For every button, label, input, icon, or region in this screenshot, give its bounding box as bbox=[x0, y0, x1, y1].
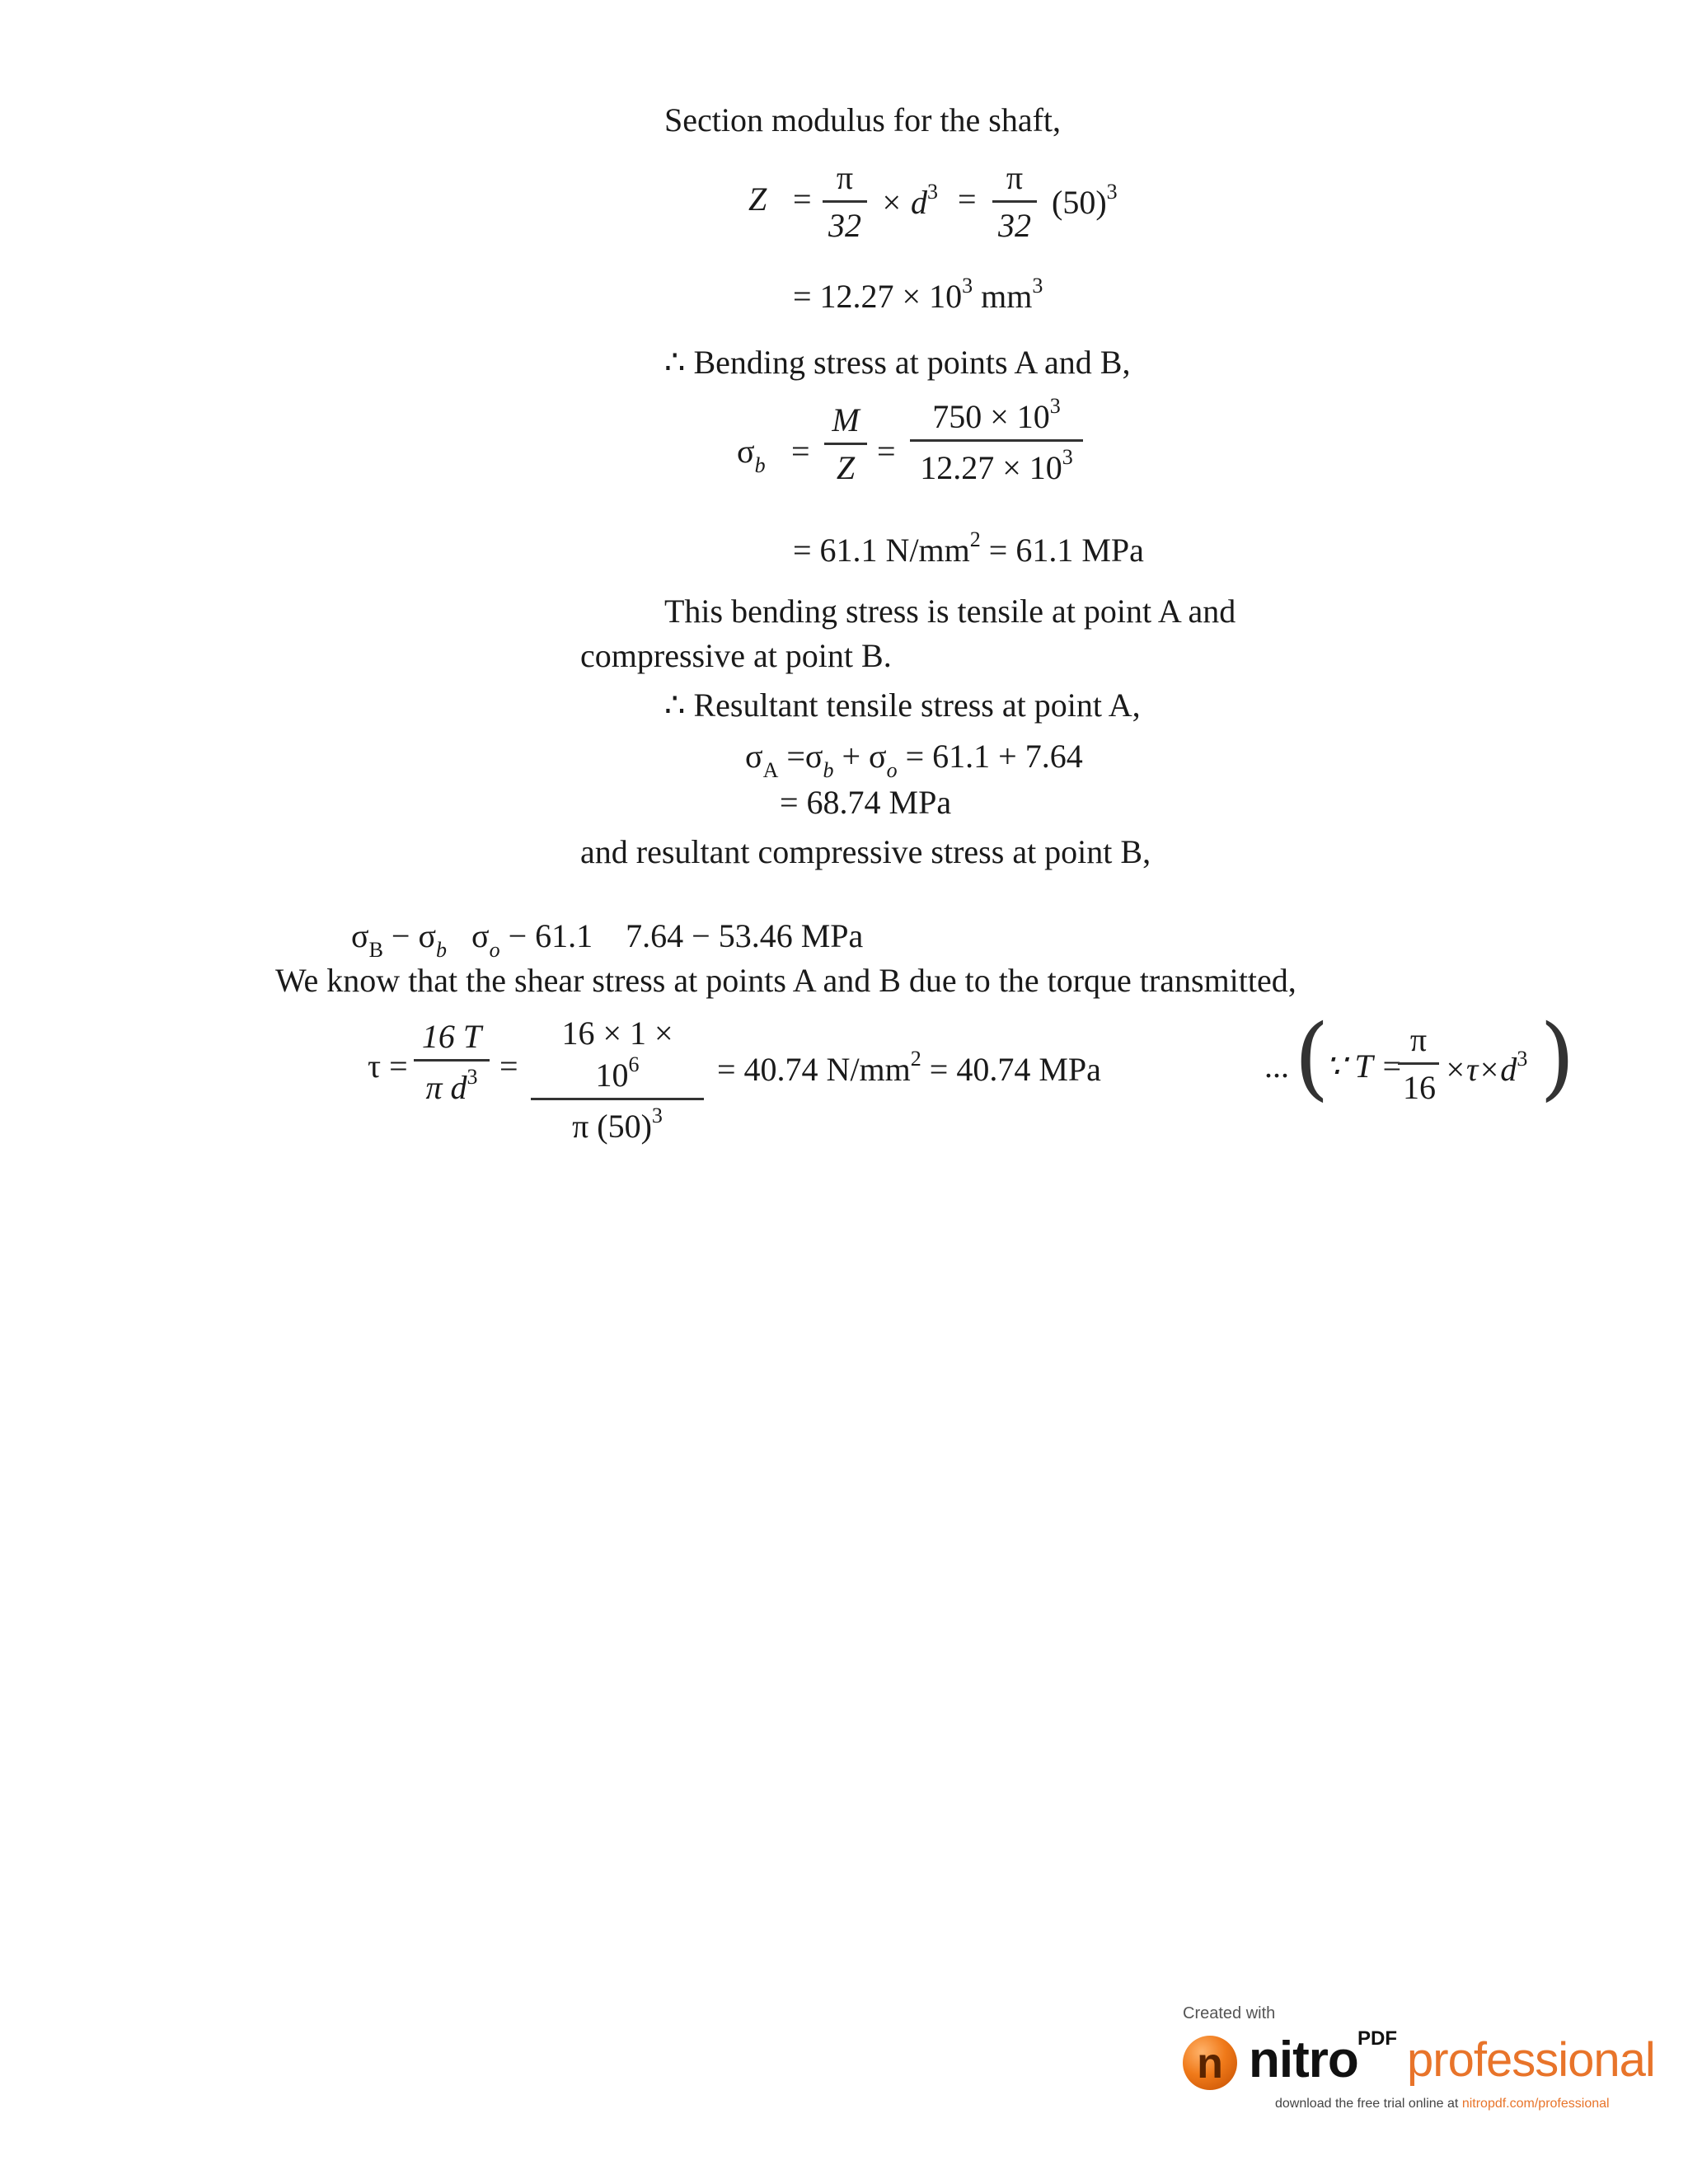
section-modulus-text: Section modulus for the shaft, bbox=[664, 101, 1062, 138]
right-paren-icon: ) bbox=[1540, 1005, 1575, 1110]
resultant-tensile-text: ∴ Resultant tensile stress at point A, bbox=[664, 687, 1141, 724]
document-page: Section modulus for the shaft, Z = $\frac{\pi}{32}$ × $d^3$ = $\frac{\pi}{32}$ $(50)^3$ = $12.27 \times 10^3$ $mm^3$ ∴ Bending stress at points A and B, $\sigma_b$ = $\frac{M}{Z}$ = $\frac{750 \times 10^3}{12.27 \times 10^3}$ = 61.1 $N/mm^2 = 61.1$ MPa This bending stress is tensile at point A and compressive at point B. ∴ Resultant tensile stress at point A, $\sigma_A =\sigma_b + \sigma_o = 61.1 + 7.64$ = 68.74 MPa and resultant compressive stress at point B, $\sigma_B - \sigma_b$ $\sigma_o - 61.1$ 7.64 − 53.46 MPa We know that the shear stress at points A and B due to the torque transmitted, τ = $\frac{16 T}{\pi d^3}$ = $\frac{16 \times 1 \times 10^6}{\pi (50)^3}$ = 40.74 $N/mm^2 = 40.74$ MPa ... ( ∵ T = $\frac{\pi}{16}$ $\times\tau\times d^3$ ) Created with n nitro PDF professional download the free trial online at nitropdf.com/professional bbox=[0, 0, 1688, 2184]
fraction-m-over-z: $\frac{M}{Z}$ bbox=[824, 401, 867, 487]
fraction-pi-over-16: $\frac{\pi}{16}$ bbox=[1398, 1020, 1439, 1107]
fraction-stress-values: $\frac{750 \times 10^3}{12.27 \times 10^3}$ bbox=[910, 394, 1083, 487]
fraction-16t-over-pid3: $\frac{16 T}{\pi d^3}$ bbox=[414, 1017, 490, 1107]
nitro-logo-icon: n bbox=[1183, 2036, 1237, 2090]
bending-stress-text: ∴ Bending stress at points A and B, bbox=[664, 344, 1131, 381]
left-paren-icon: ( bbox=[1294, 1005, 1329, 1110]
sigma-a-result: = 68.74 MPa bbox=[780, 784, 952, 821]
sigma-b-equation: $\sigma_B - \sigma_b$ $\sigma_o - 61.1$ 7.64 − 53.46 MPa bbox=[351, 917, 864, 962]
fraction-torque-values: $\frac{16 \times 1 \times 10^6}{\pi (50)^3}$ bbox=[531, 1014, 704, 1146]
fraction-pi-over-32-b: $\frac{\pi}{32}$ bbox=[992, 158, 1037, 245]
bending-stress-result: = 61.1 $N/mm^2 = 61.1$ MPa bbox=[793, 527, 1144, 569]
resultant-compressive-text: and resultant compressive stress at point B, bbox=[580, 833, 1151, 870]
fraction-pi-over-32: $\frac{\pi}{32}$ bbox=[823, 158, 867, 245]
nitro-pdf-logo: Created with n nitro PDF professional download the free trial online at nitropdf.com/professional bbox=[1183, 2004, 1655, 2111]
shear-stress-text: We know that the shear stress at points A and B due to the torque transmitted, bbox=[275, 962, 1296, 999]
tensile-statement: This bending stress is tensile at point A and bbox=[664, 593, 1236, 630]
compressive-statement: compressive at point B. bbox=[580, 637, 892, 674]
sigma-a-equation: $\sigma_A =\sigma_b + \sigma_o = 61.1 + 7.64$ bbox=[745, 738, 1083, 782]
section-modulus-result: = $12.27 \times 10^3$ $mm^3$ bbox=[793, 274, 1043, 315]
